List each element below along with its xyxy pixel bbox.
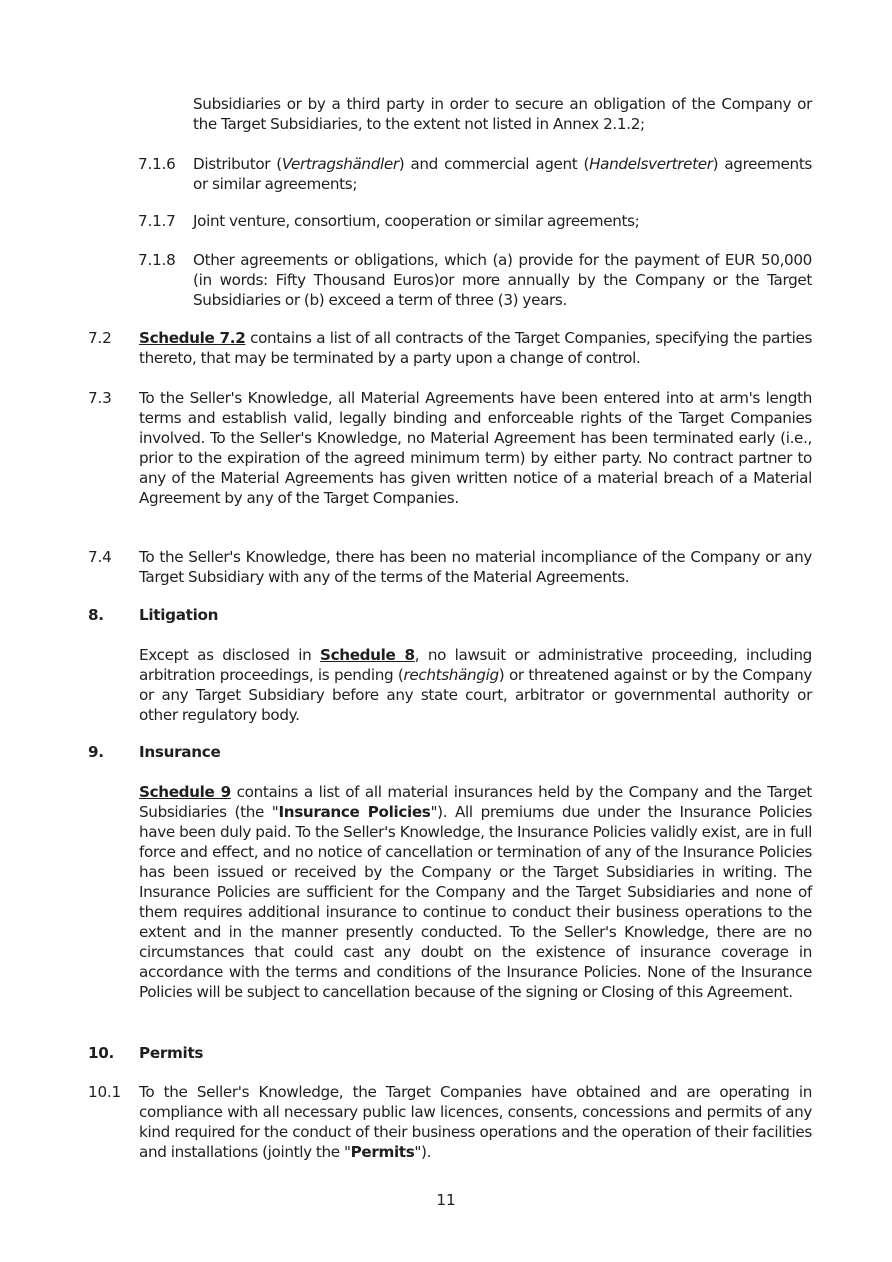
clause-number-7-1-7: 7.1.7: [138, 212, 176, 230]
clause-7-1-6-text: Distributor (Vertragshändler) and commercial agent (Handelsvertreter) agreements or similar agreements;: [193, 155, 812, 193]
schedule-7-2-reference: Schedule 7.2: [139, 329, 246, 347]
intro-paragraph: Subsidiaries or by a third party in order to secure an obligation of the Company or the Target Subsidiaries, to the extent not listed in Annex 2.1.2;: [193, 95, 812, 133]
section-title-litigation: Litigation: [139, 606, 219, 624]
clause-number-10-1: 10.1: [88, 1083, 122, 1101]
section-number-8: 8.: [88, 606, 104, 624]
clause-10-1-text: To the Seller's Knowledge, the Target Companies have obtained and are operating in compliance with all necessary public law licences, consents, concessions and permits of any kind required for the conduct of their business operations and the operation of their facilities and installations (jointly the "Permits").: [139, 1083, 812, 1161]
section-9-text: Schedule 9 contains a list of all material insurances held by the Company and the Target Subsidiaries (the "Insurance Policies"). All premiums due under the Insurance Policies have been duly paid. To the Seller's Knowledge, the Insurance Policies validly exist, are in full force and effect, and no notice of cancellation or termination of any of the Insurance Policies has been issued or received by the Company or the Target Subsidiaries in writing. The Insurance Policies are sufficient for the Company and the Target Subsidiaries and none of them requires additional insurance to continue to conduct their business operations to the extent and in the manner presently conducted. To the Seller's Knowledge, there are no circumstances that could cast any doubt on the existence of insurance coverage in accordance with the terms and conditions of the Insurance Policies. None of the Insurance Policies will be subject to cancellation because of the signing or Closing of this Agreement.: [139, 783, 813, 1001]
insurance-policies-defined-term: Insurance Policies: [278, 803, 431, 821]
section-title-insurance: Insurance: [139, 743, 221, 761]
clause-7-4-text: To the Seller's Knowledge, there has been no material incompliance of the Company or any Target Subsidiary with any of the terms of the Material Agreements.: [139, 548, 812, 586]
clause-7-3-text: To the Seller's Knowledge, all Material Agreements have been entered into at arm's length terms and establish valid, legally binding and enforceable rights of the Target Companies involved. To the Seller's Knowledge, no Material Agreement has been terminated early (i.e., prior to the expiration of the agreed minimum term) by either party. No contract partner to any of the Material Agreements has given written notice of a material breach of a Material Agreement by any of the Target Companies.: [139, 389, 812, 507]
section-8-text: Except as disclosed in Schedule 8, no lawsuit or administrative proceeding, including arbitration proceedings, is pending (rechtshängig) or threatened against or by the Company or any Target Subsidiary before any state court, arbitrator or governmental authority or other regulatory body.: [139, 646, 812, 724]
permits-defined-term: Permits: [350, 1143, 415, 1161]
clause-number-7-1-6: 7.1.6: [138, 155, 176, 173]
clause-7-1-8-text: Other agreements or obligations, which (a) provide for the payment of EUR 50,000 (in words: Fifty Thousand Euros)or more annually by the Company or the Target Subsidiaries or (b) exceed a term of three (3) years.: [193, 251, 812, 309]
clause-number-7-3: 7.3: [88, 389, 112, 407]
clause-number-7-4: 7.4: [88, 548, 112, 566]
section-number-10: 10.: [88, 1044, 115, 1062]
clause-7-2-text: Schedule 7.2 contains a list of all contracts of the Target Companies, specifying the parties thereto, that may be terminated by a party upon a change of control.: [139, 329, 813, 367]
section-title-permits: Permits: [139, 1044, 204, 1062]
schedule-9-reference: Schedule 9: [139, 783, 231, 801]
clause-number-7-2: 7.2: [88, 329, 112, 347]
page-number: 11: [436, 1191, 456, 1209]
section-number-9: 9.: [88, 743, 104, 761]
schedule-8-reference: Schedule 8: [320, 646, 415, 664]
clause-number-7-1-8: 7.1.8: [138, 251, 176, 269]
clause-7-1-7-text: Joint venture, consortium, cooperation or similar agreements;: [193, 212, 640, 230]
